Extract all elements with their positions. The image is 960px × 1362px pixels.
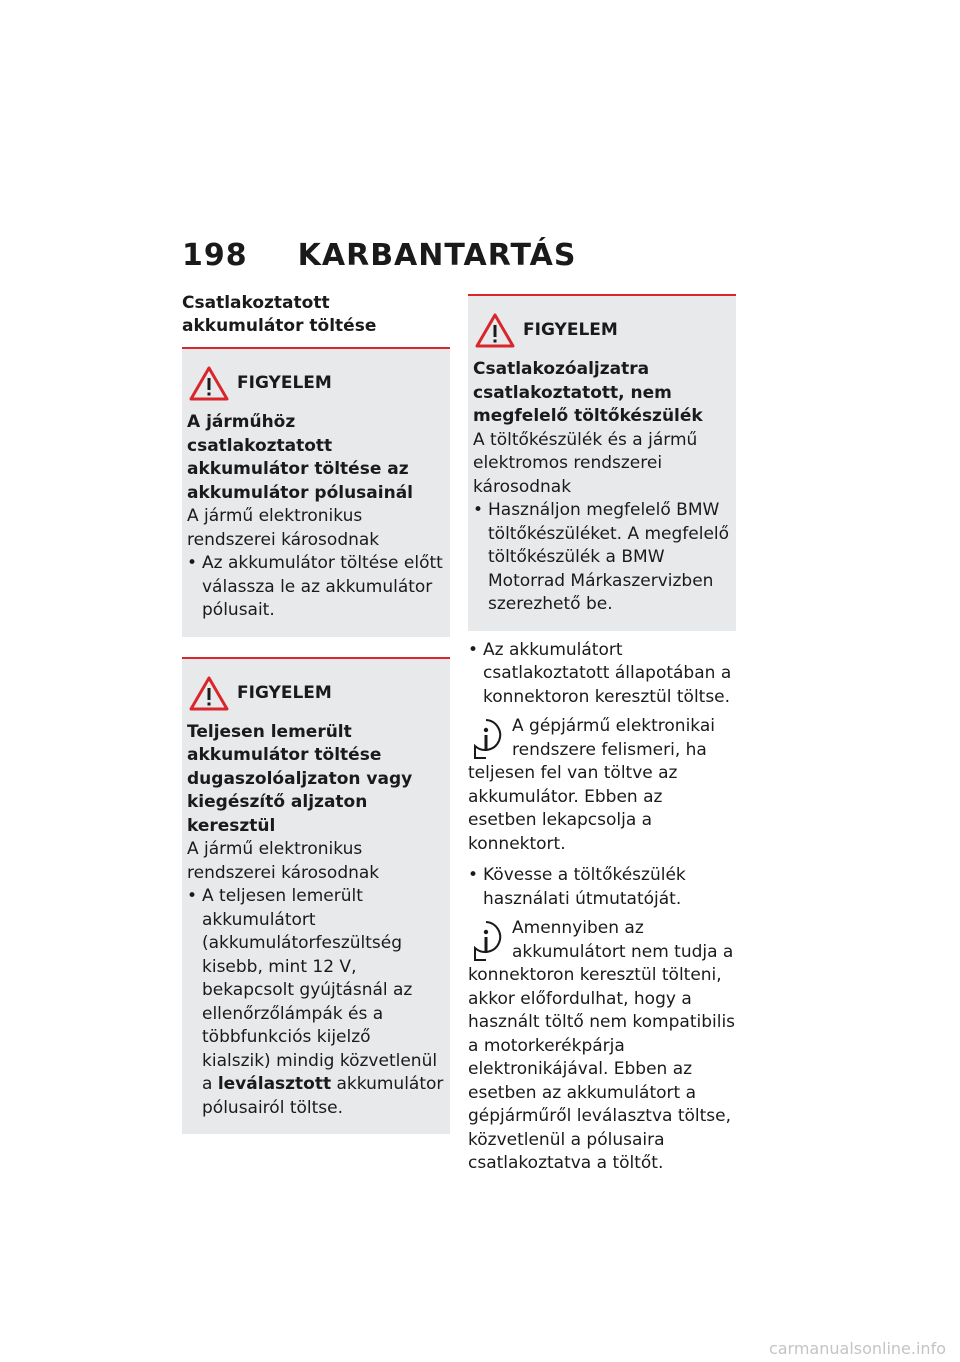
info-note [468, 917, 736, 1176]
right-column [468, 294, 736, 1184]
warning-header [187, 671, 444, 715]
info-text: Amennyiben az akkumulátort nem tudja a konnektoron keresztül tölteni, akkor előfordulhat, hogy a használt töltő nem kompatibilis a motorkerékpárja elektronikájával. Ebben az esetben az akkumulátort a gépjárműről leválasztva töltse, közvetlenül a pólusaira csatlakoztatva a töltőt. [468, 918, 736, 1173]
page-header [182, 238, 576, 273]
info-note [468, 715, 736, 856]
info-icon [468, 919, 504, 963]
warning-box-3 [468, 294, 736, 631]
warning-label: FIGYELEM [523, 320, 618, 340]
chapter-title: KARBANTARTÁS [297, 238, 577, 273]
warning-label: FIGYELEM [237, 682, 332, 703]
warning-title: Teljesen lemerült akkumulátor töltése dugaszolóaljzaton vagy kiegészítő aljzaton keresztül [187, 721, 413, 836]
page-number: 198 [182, 238, 248, 273]
warning-triangle-icon [187, 363, 231, 403]
warning-triangle-icon [473, 310, 517, 350]
warning-title: Csatlakozóaljzatra csatlakoztatott, nem megfelelő töltőkészülék [473, 359, 703, 426]
warning-header [473, 308, 730, 352]
warning-text: A töltőkészülék és a jármű elektromos rendszerei károsodnak [473, 429, 698, 497]
warning-box-2 [182, 657, 450, 1135]
warning-triangle-icon [187, 673, 231, 713]
warning-text: A jármű elektronikus rendszerei károsodnak [187, 839, 380, 883]
warning-list-item [187, 885, 444, 1120]
step-item: • Kövesse a töltőkészülék használati útmutatóját. [468, 864, 736, 911]
warning-label: FIGYELEM [237, 373, 332, 393]
info-text: A gépjármű elektronikai rendszere felismeri, ha teljesen fel van töltve az akkumulátor. Ebben az esetben lekapcsolja a konnektort. [468, 716, 715, 854]
warning-box-1 [182, 347, 450, 637]
watermark: carmanualsonline.info [768, 1339, 946, 1358]
warning-list-item: • Az akkumulátor töltése előtt válassza le az akkumulátor pólusait. [187, 552, 444, 623]
warning-text: A jármű elektronikus rendszerei károsodnak [187, 506, 380, 550]
warning-list [187, 885, 444, 1120]
warning-list [187, 552, 444, 623]
warning-list-item: • Használjon megfelelő BMW töltőkészüléket. A megfelelő töltőkészülék a BMW Motorrad Márkaszervizben szerezhető be. [473, 499, 730, 617]
left-column [182, 292, 450, 1154]
item-text: A teljesen lemerült akkumulátort (akkumulátorfeszültség kisebb, mint 12 V, bekapcsolt gyújtásnál az ellenőrzőlámpák és a többfunkciós kijelző kialszik) mindig közvetlenül a [202, 886, 438, 1094]
warning-title: A járműhöz csatlakoztatott akkumulátor töltése az akkumulátor pólusainál [187, 412, 414, 503]
warning-header [187, 361, 444, 405]
info-icon [468, 717, 504, 761]
section-title: Csatlakoztatott akkumulátor töltése [182, 293, 377, 336]
item-text-end: akkumulátor pólusairól töltse. [202, 1074, 444, 1118]
warning-list [473, 499, 730, 617]
step-item: • Az akkumulátort csatlakoztatott állapotában a konnektoron keresztül töltse. [468, 639, 736, 710]
item-emphasis: leválasztott [217, 1074, 332, 1094]
